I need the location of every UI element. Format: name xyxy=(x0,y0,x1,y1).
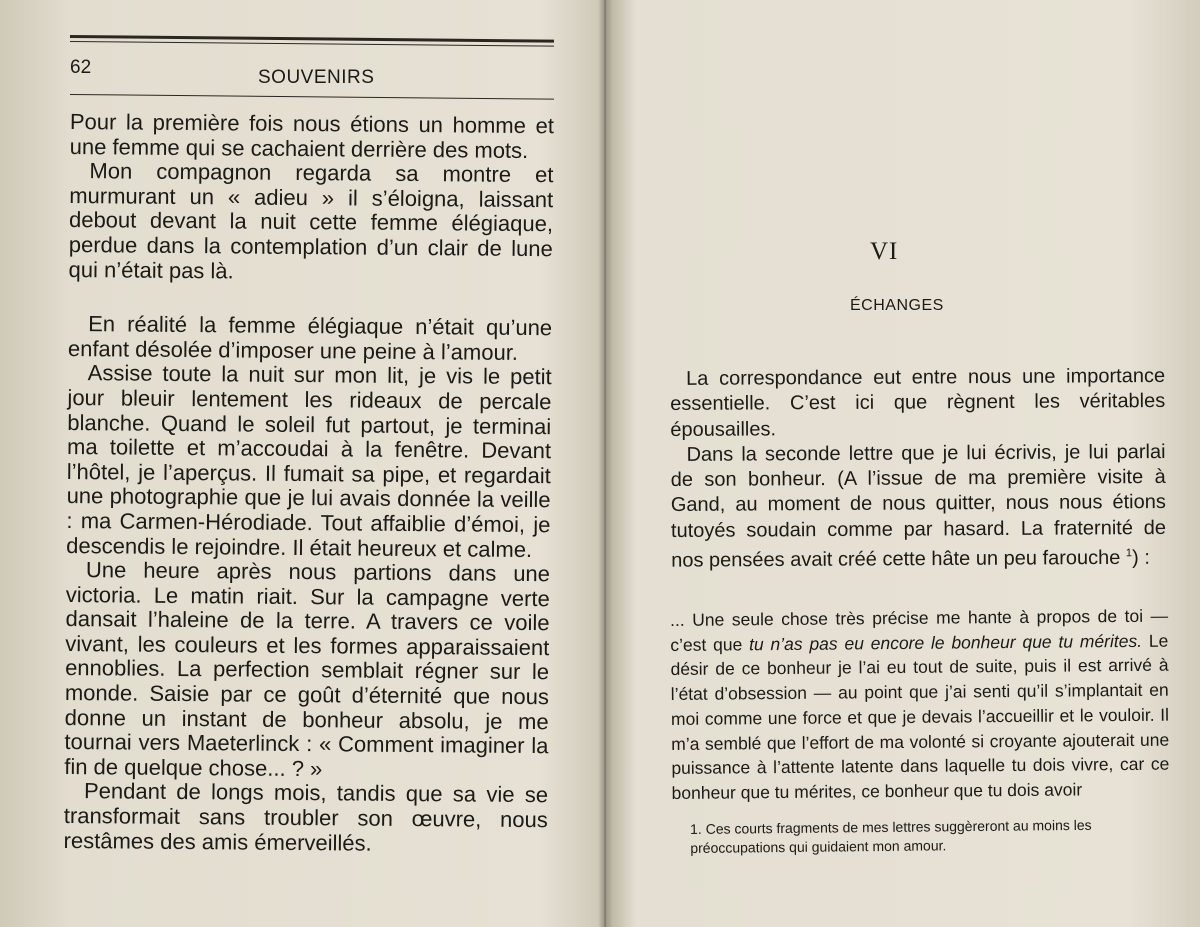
left-page-body xyxy=(64,110,554,857)
paragraph: En réalité la femme élégiaque n’était qu’une enfant désolée d’imposer une peine à l’amour. xyxy=(67,311,553,365)
chapter-number: VI xyxy=(870,238,899,265)
header-rule-bottom xyxy=(70,94,554,100)
quote-text: ... Une seule chose très précise me hante à propos de toi — c’est que xyxy=(670,605,1169,655)
paragraph: La correspondance eut entre nous une importance essentielle. C’est ici que règnent les véritables épousailles. xyxy=(670,364,1166,441)
paragraph: Mon compagnon regarda sa montre et murmurant un « adieu » il s’éloigna, laissant debout devant la nuit cette femme élégiaque, perdue dans la contemplation d’un clair de lune qui n’était pas là. xyxy=(68,158,554,283)
quote-italic: tu n’as pas eu encore le bonheur que tu mérites. xyxy=(749,630,1143,655)
paragraph-text: Dans la seconde lettre que je lui écrivis, je lui parlai de son bonheur. (A l’issue de ma première visite à Gand, au moment de nous quitter, nous nous étions tutoyés soudain comme par hasard. La fraternité de nos pensées avait créé cette hâte un peu farouche xyxy=(670,440,1167,572)
running-title: SOUVENIRS xyxy=(258,67,375,88)
paragraph: Pendant de longs mois, tandis que sa vie se transformait sans troubler son œuvre, nous restâmes des amis émerveillés. xyxy=(63,778,549,856)
footnote: 1. Ces courts fragments de mes lettres suggèreront au moins les préoccupations qui guidaient mon amour. xyxy=(690,816,1092,856)
quote-text: Le désir de ce bonheur je l’ai eu tout de suite, puis il est arrivé à l’état d’obsession — au point que j’ai senti qu’il s’implantait en moi comme une force et que je devais l’accueillir et le vouloir. Il m’a semblé que l’effort de ma volonté si croyante ajouterait une puissance à l’attente latente dans laquelle tu dois vivre, car ce bonheur que tu mérites, ce bonheur que tu dois avoir xyxy=(670,630,1170,803)
page-number: 62 xyxy=(70,57,92,78)
footnote-marker[interactable]: 1 xyxy=(1125,547,1133,560)
right-page-body xyxy=(670,364,1166,574)
chapter-title: ÉCHANGES xyxy=(850,297,944,314)
paragraph: Une heure après nous partions dans une victoria. Le matin riait. Sur la campagne verte dansait l’haleine de la terre. A travers ce voile vivant, les couleurs et les formes apparaissaient ennoblies. La perfection semblait régner sur le monde. Saisie par ce goût d’éternité que nous donne un instant de bonheur absolu, je me tournai vers Maeterlinck : « Comment imaginer la fin de quelque chose... ? » xyxy=(64,557,551,782)
running-head xyxy=(70,52,554,108)
paragraph xyxy=(670,440,1166,574)
right-page xyxy=(612,0,1200,927)
paragraph: Assise toute la nuit sur mon lit, je vis le petit jour bleuir lentement les rideaux de percale blanche. Quand le soleil fut partout, je terminai ma toilette et m’accoudai à la fenêtre. Devant l’hôtel, je l’aperçus. Il fumait sa pipe, et regardait une photographie que je lui avais donnée la veille : ma Carmen-Hérodiade. Tout affaiblie d’émoi, je descendis le rejoindre. Il était heureux et calme. xyxy=(66,360,552,562)
letter-quote xyxy=(670,604,1170,806)
book-spine xyxy=(598,0,612,927)
paragraph-end: ) : xyxy=(1131,546,1150,569)
paragraph: Pour la première fois nous étions un homme et une femme qui se cachaient derrière des mots. xyxy=(69,109,554,163)
